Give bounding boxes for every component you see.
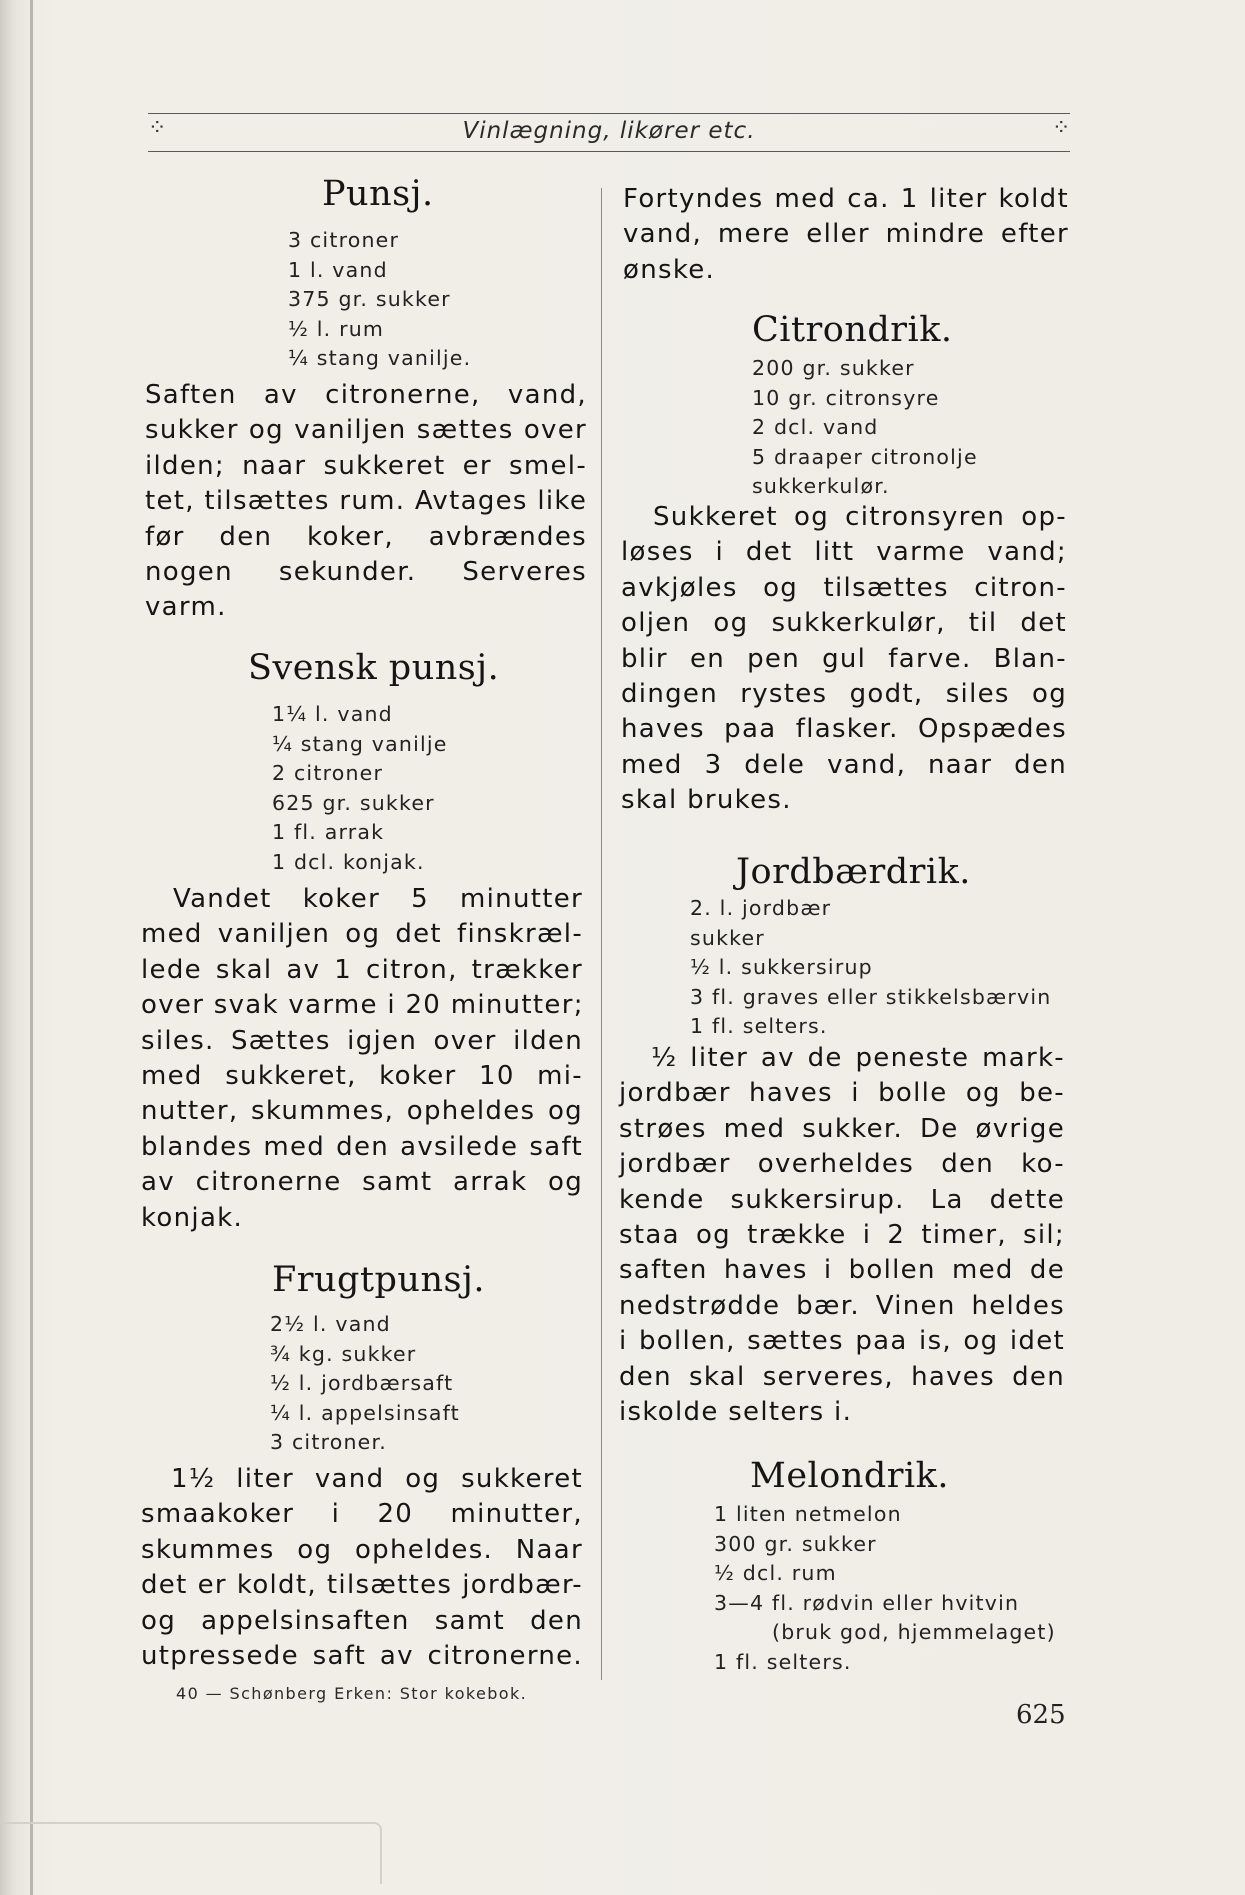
ingredient: ¼ stang vanilje: [272, 731, 448, 756]
text-line: over svak varme i 20 minutter;: [141, 990, 584, 1021]
text-line: iskolde selters i.: [619, 1397, 853, 1428]
ingredient: 1 fl. selters.: [714, 1649, 852, 1674]
ingredient: 300 gr. sukker: [714, 1531, 877, 1556]
text-line: nedstrødde bær. Vinen heldes: [619, 1290, 1065, 1321]
ingredient: 200 gr. sukker: [752, 356, 915, 380]
continuation-text: [623, 182, 1069, 288]
text-line: siles. Sættes igjen over ilden: [141, 1025, 583, 1056]
text-line: ønske.: [623, 254, 716, 285]
text-line: skummes og opheldes. Naar: [141, 1534, 583, 1565]
ingredient: 2½ l. vand: [270, 1312, 391, 1336]
text-line: skal brukes.: [621, 785, 792, 816]
text-line: kende sukkersirup. La dette: [619, 1184, 1065, 1215]
ingredient: ½ l. sukkersirup: [690, 955, 873, 980]
ingredient: 3—4 fl. rødvin eller hvitvin: [714, 1590, 1020, 1615]
text-line: nogen sekunder. Serveres: [145, 557, 587, 588]
text-line: ½ liter av de peneste mark-: [651, 1043, 1065, 1073]
recipe-title-punsj: Punsj.: [322, 174, 434, 214]
text-line: jordbær overheldes den ko-: [619, 1149, 1065, 1180]
text-line: før den koker, avbrændes: [145, 521, 587, 552]
ingredient-list-frugtpunsj: [270, 1310, 460, 1458]
text-line: haves paa flasker. Opspædes: [621, 714, 1067, 745]
ingredient: 1¼ l. vand: [272, 702, 393, 726]
header-ornament-left: ⁘: [148, 116, 167, 141]
text-line: av citronerne samt arrak og: [141, 1167, 583, 1198]
ingredient-list-jordbaerdrik: [690, 894, 1051, 1042]
ingredient: (bruk god, hjemmelaget): [772, 1620, 1056, 1645]
text-line: og appelsinsaften samt den: [141, 1605, 583, 1636]
ingredient: 2. l. jordbær: [690, 896, 832, 920]
recipe-text-jordbaerdrik: [619, 1041, 1065, 1430]
ingredient: ¾ kg. sukker: [270, 1341, 417, 1366]
ingredient: 1 fl. arrak: [272, 820, 385, 845]
text-line: Vandet koker 5 minutter: [173, 884, 583, 914]
ingredient: sukker: [690, 925, 765, 950]
text-line: den skal serveres, haves den: [619, 1361, 1065, 1392]
text-line: 1½ liter vand og sukkeret: [171, 1464, 583, 1494]
header-rule-top: [148, 113, 1070, 114]
text-line: det er koldt, tilsættes jordbær-: [141, 1570, 583, 1601]
ingredient-list-punsj: [288, 226, 471, 374]
recipe-title-citrondrik: Citrondrik.: [752, 310, 953, 350]
ingredient: 3 fl. graves eller stikkelsbærvin: [690, 984, 1052, 1009]
ingredient: 5 draaper citronolje: [752, 444, 978, 469]
text-line: med 3 dele vand, naar den: [621, 749, 1067, 780]
ingredient-list-melondrik: [714, 1500, 1056, 1678]
recipe-text-citrondrik: [621, 500, 1067, 819]
running-header: Vinlægning, likører etc.: [462, 118, 756, 144]
text-line: oljen og sukkerkulør, til det: [621, 608, 1067, 639]
ingredient: 625 gr. sukker: [272, 790, 435, 815]
ingredient: 3 citroner.: [270, 1430, 387, 1455]
text-line: i bollen, sættes paa is, og idet: [619, 1326, 1065, 1357]
recipe-text-svensk-punsj: [141, 882, 583, 1236]
text-line: strøes med sukker. De øvrige: [619, 1113, 1065, 1144]
recipe-text-frugtpunsj: [141, 1462, 583, 1674]
page-corner-edge: [0, 1822, 382, 1884]
ingredient: 1 fl. selters.: [690, 1014, 828, 1039]
page-number: 625: [1016, 1700, 1066, 1730]
text-line: dingen rystes godt, siles og: [621, 679, 1067, 710]
ingredient: ¼ stang vanilje.: [288, 346, 472, 371]
recipe-title-frugtpunsj: Frugtpunsj.: [272, 1260, 485, 1300]
text-line: staa og trække i 2 timer, sil;: [619, 1220, 1065, 1251]
text-line: saften haves i bollen med de: [619, 1255, 1065, 1286]
ingredient-list-citrondrik: [752, 354, 978, 502]
ingredient: 1 dcl. konjak.: [272, 849, 425, 874]
ingredient: 1 l. vand: [288, 257, 388, 282]
ingredient: 10 gr. citronsyre: [752, 385, 940, 410]
ingredient: ½ dcl. rum: [714, 1561, 837, 1586]
recipe-text-punsj: [145, 378, 587, 626]
ingredient: 1 liten netmelon: [714, 1502, 902, 1526]
ingredient: 375 gr. sukker: [288, 287, 451, 312]
recipe-title-melondrik: Melondrik.: [750, 1456, 950, 1496]
text-line: lede skal av 1 citron, trækker: [141, 954, 583, 985]
ingredient: 2 citroner: [272, 761, 384, 786]
text-line: blir en pen gul farve. Blan-: [621, 643, 1067, 674]
text-line: Fortyndes med ca. 1 liter koldt: [623, 184, 1069, 214]
text-line: varm.: [145, 592, 227, 623]
ingredient: 3 citroner: [288, 228, 400, 252]
text-line: ilden; naar sukkeret er smel-: [145, 450, 587, 481]
page-spine: [30, 0, 33, 1895]
text-line: utpressede saft av citronerne.: [141, 1641, 583, 1672]
ingredient: ½ l. rum: [288, 316, 385, 341]
text-line: Saften av citronerne, vand,: [145, 380, 587, 410]
text-line: blandes med den avsilede saft: [141, 1131, 583, 1162]
ingredient: ¼ l. appelsinsaft: [270, 1400, 460, 1425]
recipe-title-svensk-punsj: Svensk punsj.: [248, 648, 500, 688]
text-line: vand, mere eller mindre efter: [623, 219, 1069, 250]
ingredient: 2 dcl. vand: [752, 415, 879, 440]
footer-note: 40 — Schønberg Erken: Stor kokebok.: [176, 1684, 528, 1703]
header-rule-bottom: [148, 151, 1070, 152]
text-line: tet, tilsættes rum. Avtages like: [145, 486, 588, 517]
text-line: løses i det litt varme vand;: [621, 537, 1067, 568]
ingredient: sukkerkulør.: [752, 474, 890, 499]
text-line: med sukkeret, koker 10 mi-: [141, 1061, 583, 1092]
text-line: Sukkeret og citronsyren op-: [653, 502, 1067, 532]
text-line: nutter, skummes, opheldes og: [141, 1096, 583, 1127]
text-line: sukker og vaniljen sættes over: [145, 415, 587, 446]
text-line: smaakoker i 20 minutter,: [141, 1499, 583, 1530]
recipe-title-jordbaerdrik: Jordbærdrik.: [736, 852, 971, 892]
text-line: med vaniljen og det finskræl-: [141, 919, 583, 950]
header-ornament-right: ⁘: [1052, 116, 1071, 141]
ingredient-list-svensk-punsj: [272, 700, 448, 878]
ingredient: ½ l. jordbærsaft: [270, 1371, 454, 1396]
text-line: avkjøles og tilsættes citron-: [621, 572, 1067, 603]
text-line: konjak.: [141, 1202, 244, 1233]
column-divider: [601, 188, 602, 1680]
text-line: jordbær haves i bolle og be-: [619, 1078, 1065, 1109]
